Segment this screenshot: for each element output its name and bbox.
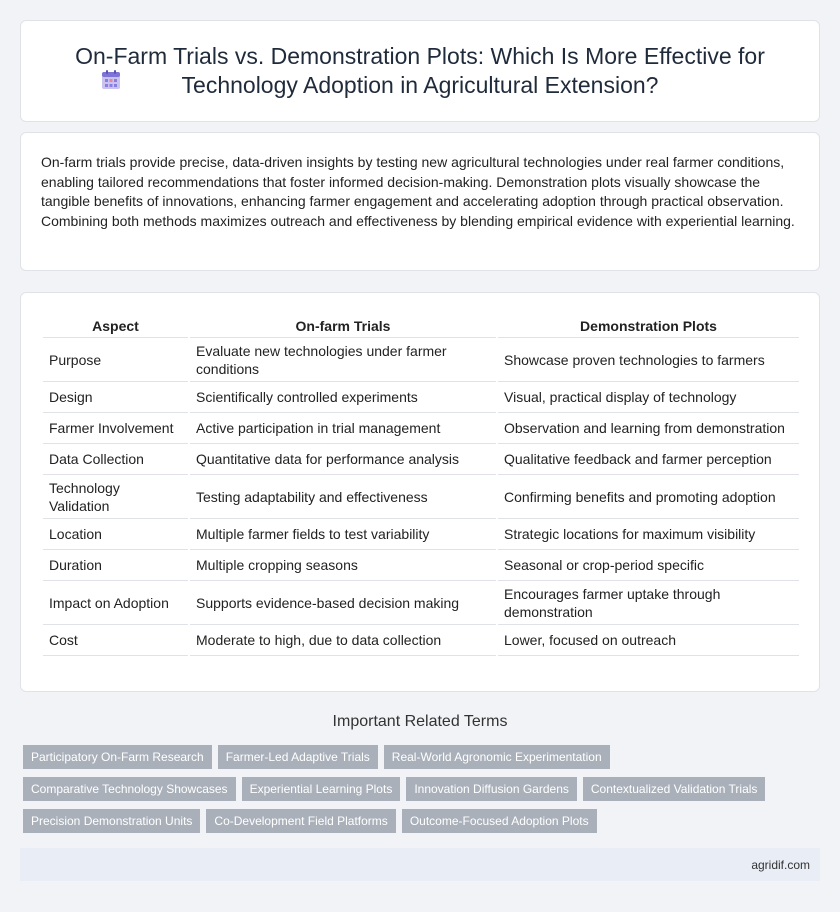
table-cell: Location: [43, 519, 189, 550]
table-cell: Quantitative data for performance analysis: [189, 444, 497, 475]
table-cell: Encourages farmer uptake through demonstration: [497, 581, 799, 625]
table-cell: Lower, focused on outreach: [497, 625, 799, 656]
column-header-aspect: Aspect: [43, 315, 189, 338]
table-row: [43, 550, 799, 581]
tag-row: [23, 809, 823, 833]
table-cell: Technology Validation: [43, 475, 189, 519]
tag-row: [23, 777, 823, 801]
table-row: [43, 413, 799, 444]
summary-card: [20, 132, 820, 271]
column-header-demonstration-plots: Demonstration Plots: [497, 315, 799, 338]
table-cell: Showcase proven technologies to farmers: [497, 338, 799, 382]
table-cell: Multiple farmer fields to test variability: [189, 519, 497, 550]
table-cell: Design: [43, 382, 189, 413]
page-title: On-Farm Trials vs. Demonstration Plots: Which Is More Effective for Technology Adoption in Agricultural Extension?: [75, 43, 765, 98]
footer-site-link[interactable]: agridif.com: [751, 858, 810, 872]
tag-contextualized-validation-trials[interactable]: Contextualized Validation Trials: [583, 777, 766, 801]
tag-experiential-learning-plots[interactable]: Experiential Learning Plots: [242, 777, 401, 801]
footer: [20, 848, 820, 881]
table-row: [43, 382, 799, 413]
table-cell: Impact on Adoption: [43, 581, 189, 625]
table-cell: Multiple cropping seasons: [189, 550, 497, 581]
table-cell: Visual, practical display of technology: [497, 382, 799, 413]
table-cell: Seasonal or crop-period specific: [497, 550, 799, 581]
table-cell: Moderate to high, due to data collection: [189, 625, 497, 656]
tag-innovation-diffusion-gardens[interactable]: Innovation Diffusion Gardens: [406, 777, 577, 801]
table-row: [43, 625, 799, 656]
table-row: [43, 444, 799, 475]
tag-farmer-led-adaptive-trials[interactable]: Farmer-Led Adaptive Trials: [218, 745, 378, 769]
table-row: [43, 475, 799, 519]
table-cell: Active participation in trial management: [189, 413, 497, 444]
tag-participatory-on-farm-research[interactable]: Participatory On-Farm Research: [23, 745, 212, 769]
table-cell: Confirming benefits and promoting adoption: [497, 475, 799, 519]
tag-real-world-agronomic-experimentation[interactable]: Real-World Agronomic Experimentation: [384, 745, 610, 769]
comparison-table-card: [20, 292, 820, 692]
table-cell: Scientifically controlled experiments: [189, 382, 497, 413]
tag-precision-demonstration-units[interactable]: Precision Demonstration Units: [23, 809, 200, 833]
table-cell: Data Collection: [43, 444, 189, 475]
comparison-table: [43, 315, 799, 656]
table-row: [43, 519, 799, 550]
table-cell: Farmer Involvement: [43, 413, 189, 444]
table-cell: Duration: [43, 550, 189, 581]
column-header-on-farm-trials: On-farm Trials: [189, 315, 497, 338]
table-cell: Purpose: [43, 338, 189, 382]
table-cell: Testing adaptability and effectiveness: [189, 475, 497, 519]
calendar-icon: [100, 69, 122, 91]
summary-text: On-farm trials provide precise, data-driven insights by testing new agricultural technologies under real farmer conditions, enabling tailored recommendations that foster informed decision-making. Demonstration plots visually showcase the tangible benefits of innovations, enhancing farmer engagement and accelerating adoption through practical observation. Combining both methods maximizes outreach and effectiveness by blending empirical evidence with experiential learning.: [41, 154, 795, 229]
table-cell: Strategic locations for maximum visibility: [497, 519, 799, 550]
tag-comparative-technology-showcases[interactable]: Comparative Technology Showcases: [23, 777, 236, 801]
table-cell: Cost: [43, 625, 189, 656]
table-row: [43, 581, 799, 625]
table-header-row: [43, 315, 799, 338]
table-cell: Evaluate new technologies under farmer conditions: [189, 338, 497, 382]
related-terms-title: Important Related Terms: [332, 713, 508, 730]
tag-outcome-focused-adoption-plots[interactable]: Outcome-Focused Adoption Plots: [402, 809, 597, 833]
tag-row: [23, 745, 823, 769]
table-row: [43, 338, 799, 382]
table-cell: Supports evidence-based decision making: [189, 581, 497, 625]
table-cell: Qualitative feedback and farmer perception: [497, 444, 799, 475]
related-terms-tags: [23, 745, 823, 841]
title-card: [20, 20, 820, 122]
tag-co-development-field-platforms[interactable]: Co-Development Field Platforms: [206, 809, 395, 833]
table-cell: Observation and learning from demonstration: [497, 413, 799, 444]
